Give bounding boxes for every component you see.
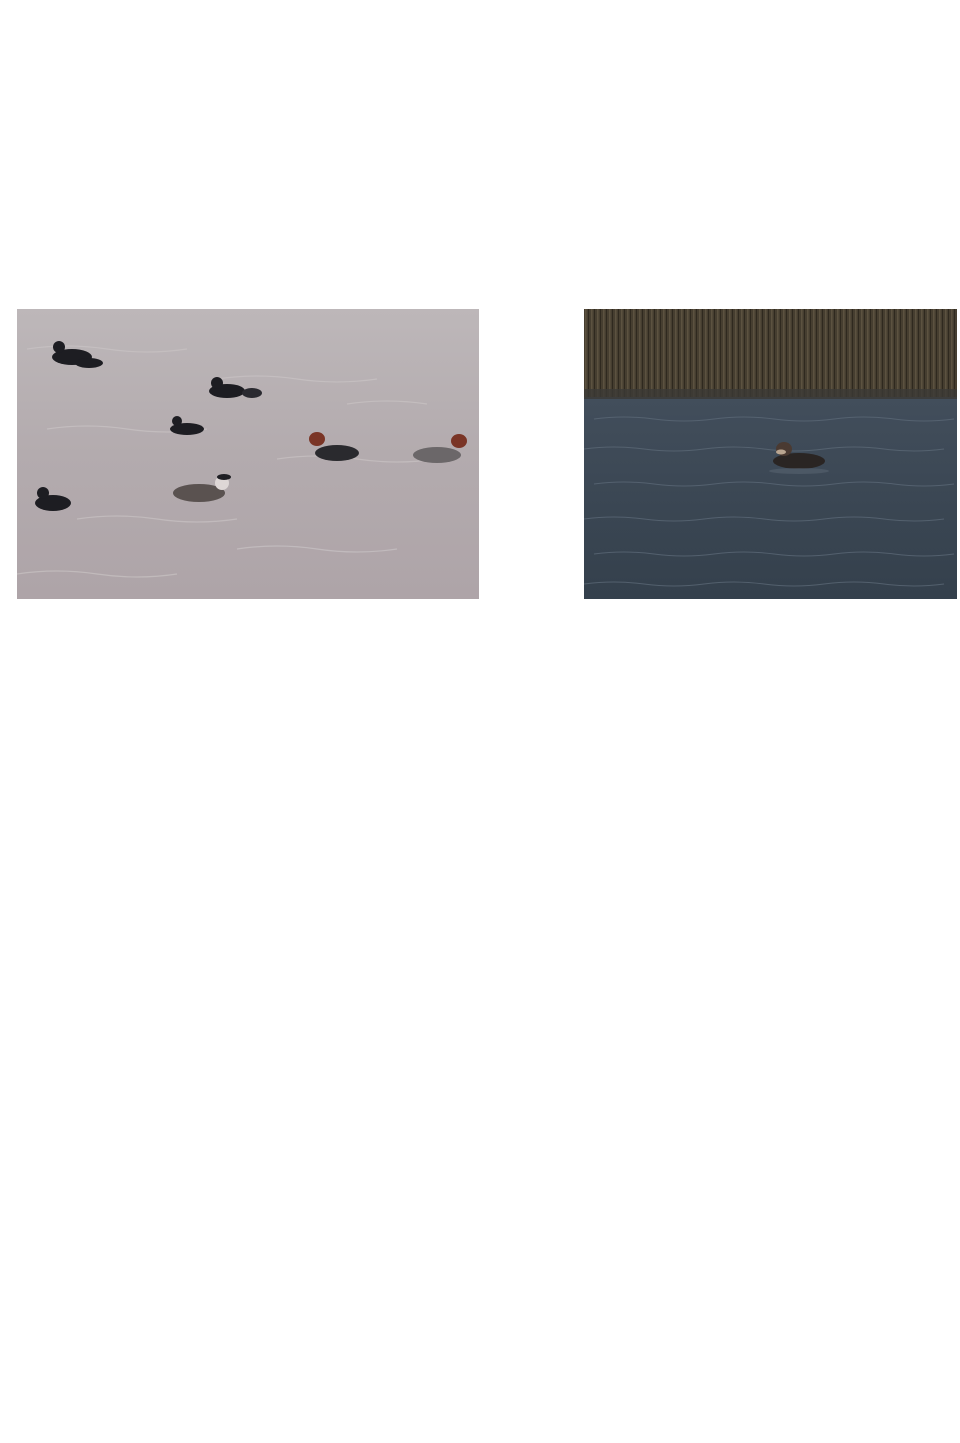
photo-row bbox=[17, 309, 957, 599]
photo-right bbox=[584, 309, 957, 599]
duck-photo-hortobagy bbox=[584, 309, 957, 599]
duck-photo-balmazujvaros bbox=[17, 309, 479, 599]
photo-left bbox=[17, 309, 479, 599]
